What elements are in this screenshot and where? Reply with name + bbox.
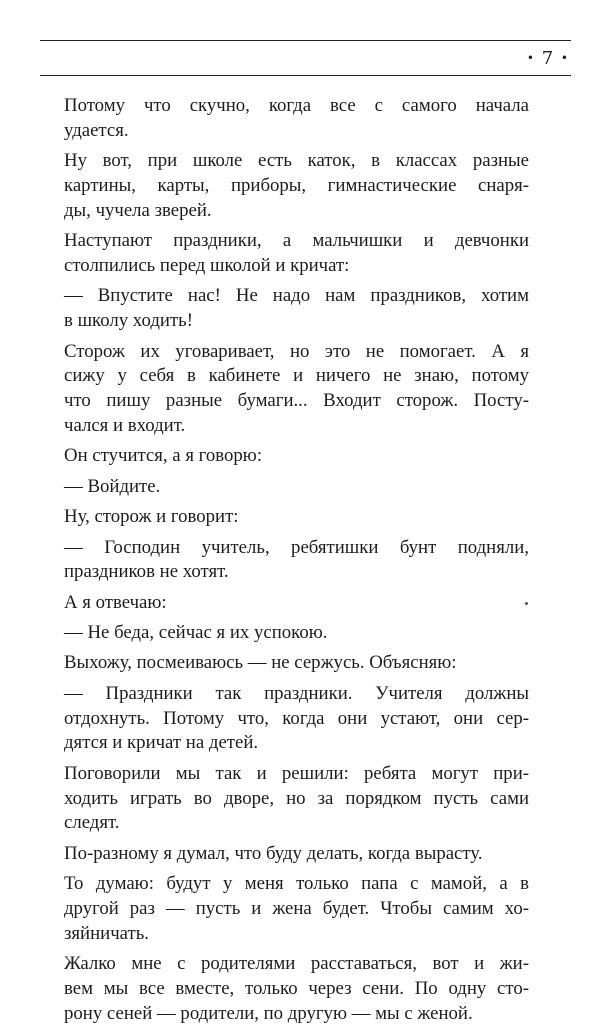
text-line: — Господин учитель, ребятишки бунт подняли, bbox=[64, 536, 529, 558]
paragraph bbox=[64, 591, 529, 616]
text-line: в школу ходить! bbox=[64, 310, 193, 332]
paragraph bbox=[64, 444, 529, 469]
print-speck bbox=[525, 602, 528, 605]
text-line: рону сеней — родители, по другую — мы с женой. bbox=[64, 1002, 473, 1024]
header-bullet-left: • bbox=[526, 51, 535, 65]
paragraph bbox=[64, 505, 529, 530]
text-line: ды, чучела зверей. bbox=[64, 199, 212, 221]
text-line: То думаю: будут у меня только папа с мамой, а в bbox=[64, 873, 529, 895]
text-line: — Впустите нас! Не надо нам праздников, хотим bbox=[64, 285, 529, 307]
text-line: что пишу разные бумаги... Входит сторож. Посту- bbox=[64, 390, 529, 412]
page-number: 7 bbox=[541, 48, 555, 69]
paragraph bbox=[64, 842, 529, 867]
text-line: чался и входит. bbox=[64, 414, 186, 436]
header-bullet-right: • bbox=[560, 51, 569, 65]
text-line: — Войдите. bbox=[64, 475, 161, 497]
paragraph bbox=[64, 762, 529, 836]
paragraph bbox=[64, 475, 529, 500]
text-line: А я отвечаю: bbox=[64, 591, 167, 613]
paragraph bbox=[64, 682, 529, 756]
text-line: дятся и кричат на детей. bbox=[64, 732, 259, 754]
paragraph bbox=[64, 229, 529, 279]
text-line: По-разному я думал, что буду делать, когда вырасту. bbox=[64, 842, 483, 864]
text-line: Выхожу, посмеиваюсь — не сержусь. Объясняю: bbox=[64, 652, 457, 674]
paragraph bbox=[64, 536, 529, 586]
text-line: Ну, сторож и говорит: bbox=[64, 506, 239, 528]
paragraph bbox=[64, 284, 529, 334]
running-header bbox=[527, 47, 569, 70]
paragraph bbox=[64, 651, 529, 676]
text-line: Он стучится, а я говорю: bbox=[64, 445, 263, 467]
text-line: Сторож их уговаривает, но это не помогает. А я bbox=[64, 340, 529, 362]
text-line: отдохнуть. Потому что, когда они устают, они сер- bbox=[64, 707, 529, 729]
text-line: Потому что скучно, когда все с самого начала bbox=[64, 95, 529, 116]
paragraph bbox=[64, 149, 529, 223]
paragraph bbox=[64, 952, 529, 1026]
text-line: — Праздники так праздники. Учителя должны bbox=[64, 682, 529, 704]
paragraph bbox=[64, 340, 529, 439]
text-line: сижу у себя в кабинете и ничего не знаю, потому bbox=[64, 365, 529, 387]
text-line: столпились перед школой и кричат: bbox=[64, 254, 350, 276]
text-line: праздников не хотят. bbox=[64, 561, 229, 583]
text-line: — Не беда, сейчас я их успокою. bbox=[64, 622, 328, 644]
text-line: Наступают праздники, а мальчишки и девчонки bbox=[64, 230, 529, 252]
text-line: другой раз — пусть и жена будет. Чтобы самим хо- bbox=[64, 898, 529, 920]
header-rule-top bbox=[40, 40, 571, 41]
header-rule-bottom bbox=[40, 75, 571, 76]
paragraph bbox=[64, 621, 529, 646]
text-line: Поговорили мы так и решили: ребята могут при- bbox=[64, 762, 529, 784]
page-body-text bbox=[64, 94, 529, 1032]
text-line: Ну вот, при школе есть каток, в классах разные bbox=[64, 150, 529, 172]
text-line: вем мы все вместе, только через сени. По одну сто- bbox=[64, 978, 529, 999]
text-line: ходить играть во дворе, но за порядком пусть сами bbox=[64, 787, 529, 809]
text-line: следят. bbox=[64, 812, 120, 834]
text-line: Жалко мне с родителями расставаться, вот и жи- bbox=[64, 953, 529, 975]
text-line: удается. bbox=[64, 119, 129, 141]
paragraph bbox=[64, 94, 529, 144]
paragraph bbox=[64, 872, 529, 946]
text-line: зяйничать. bbox=[64, 922, 149, 944]
text-line: картины, карты, приборы, гимнастические снаря- bbox=[64, 174, 529, 196]
